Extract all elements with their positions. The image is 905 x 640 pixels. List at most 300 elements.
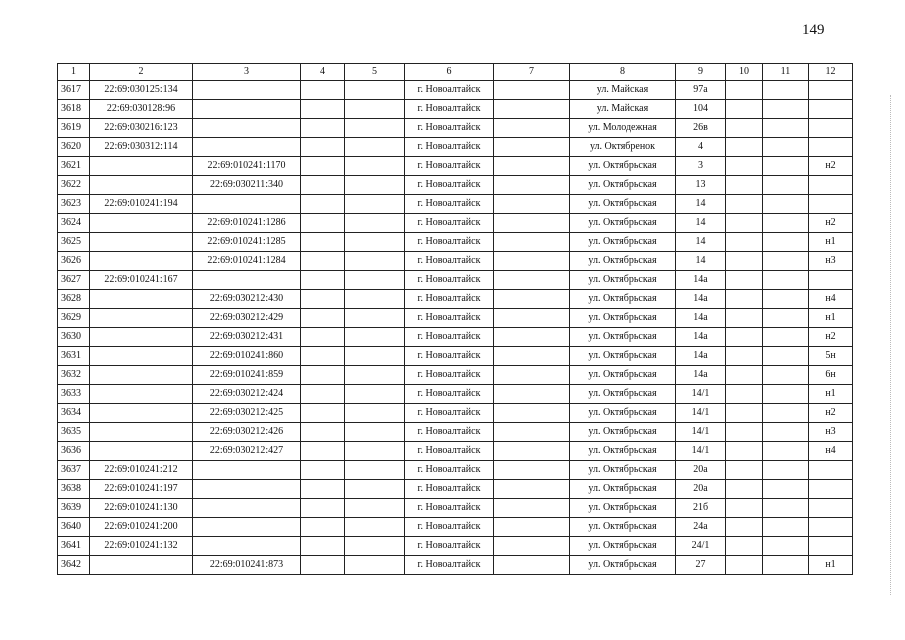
table-cell-col-2 (90, 556, 193, 575)
table-cell-col-6: г. Новоалтайск (405, 252, 494, 271)
table-cell-col-2 (90, 309, 193, 328)
table-cell-col-7 (494, 499, 570, 518)
table-cell-col-1: 3642 (58, 556, 90, 575)
table-cell-col-6: г. Новоалтайск (405, 537, 494, 556)
table-cell-col-12 (809, 176, 853, 195)
table-cell-col-5 (345, 100, 405, 119)
column-header-7: 7 (494, 64, 570, 81)
table-cell-col-2 (90, 347, 193, 366)
table-cell-col-2 (90, 328, 193, 347)
table-cell-col-1: 3628 (58, 290, 90, 309)
table-cell-col-11 (763, 461, 809, 480)
table-cell-col-10 (726, 81, 763, 100)
table-cell-col-7 (494, 385, 570, 404)
table-cell-col-6: г. Новоалтайск (405, 271, 494, 290)
table-cell-col-8: ул. Октябрьская (570, 404, 676, 423)
table-cell-col-6: г. Новоалтайск (405, 157, 494, 176)
table-cell-col-8: ул. Октябрьская (570, 366, 676, 385)
table-cell-col-11 (763, 119, 809, 138)
table-cell-col-11 (763, 518, 809, 537)
table-cell-col-4 (301, 233, 345, 252)
table-cell-col-8: ул. Октябрьская (570, 423, 676, 442)
table-cell-col-10 (726, 385, 763, 404)
table-cell-col-3 (193, 461, 301, 480)
table-cell-col-1: 3627 (58, 271, 90, 290)
column-header-11: 11 (763, 64, 809, 81)
table-cell-col-9: 21б (676, 499, 726, 518)
table-cell-col-5 (345, 81, 405, 100)
table-cell-col-1: 3624 (58, 214, 90, 233)
table-cell-col-1: 3622 (58, 176, 90, 195)
table-cell-col-7 (494, 423, 570, 442)
table-cell-col-7 (494, 233, 570, 252)
table-cell-col-10 (726, 138, 763, 157)
table-cell-col-10 (726, 290, 763, 309)
table-row (58, 309, 853, 328)
table-cell-col-11 (763, 480, 809, 499)
table-cell-col-2 (90, 385, 193, 404)
table-cell-col-8: ул. Майская (570, 100, 676, 119)
table-cell-col-1: 3639 (58, 499, 90, 518)
table-cell-col-6: г. Новоалтайск (405, 119, 494, 138)
table-cell-col-8: ул. Октябрьская (570, 214, 676, 233)
table-cell-col-11 (763, 81, 809, 100)
table-row (58, 157, 853, 176)
column-header-10: 10 (726, 64, 763, 81)
column-header-6: 6 (405, 64, 494, 81)
table-cell-col-2: 22:69:030125:134 (90, 81, 193, 100)
table-cell-col-5 (345, 385, 405, 404)
table-cell-col-7 (494, 100, 570, 119)
table-cell-col-4 (301, 442, 345, 461)
table-cell-col-2: 22:69:010241:197 (90, 480, 193, 499)
table-cell-col-12 (809, 518, 853, 537)
table-cell-col-9: 14 (676, 195, 726, 214)
table-cell-col-4 (301, 138, 345, 157)
table-cell-col-8: ул. Октябрьская (570, 176, 676, 195)
table-cell-col-6: г. Новоалтайск (405, 233, 494, 252)
table-row (58, 556, 853, 575)
table-cell-col-10 (726, 309, 763, 328)
table-cell-col-8: ул. Октябрьская (570, 328, 676, 347)
table-cell-col-1: 3636 (58, 442, 90, 461)
table-cell-col-8: ул. Октябрьская (570, 233, 676, 252)
table-cell-col-11 (763, 537, 809, 556)
table-cell-col-11 (763, 309, 809, 328)
table-cell-col-1: 3632 (58, 366, 90, 385)
table-cell-col-3 (193, 271, 301, 290)
table-cell-col-4 (301, 347, 345, 366)
table-cell-col-7 (494, 271, 570, 290)
table-cell-col-4 (301, 537, 345, 556)
table-cell-col-6: г. Новоалтайск (405, 423, 494, 442)
table-cell-col-5 (345, 271, 405, 290)
table-cell-col-6: г. Новоалтайск (405, 309, 494, 328)
table-cell-col-8: ул. Октябрьская (570, 347, 676, 366)
table-cell-col-7 (494, 138, 570, 157)
table-cell-col-3: 22:69:030212:427 (193, 442, 301, 461)
table-cell-col-9: 14 (676, 233, 726, 252)
table-cell-col-5 (345, 290, 405, 309)
table-cell-col-4 (301, 518, 345, 537)
table-cell-col-12: н3 (809, 423, 853, 442)
table-cell-col-4 (301, 195, 345, 214)
table-row (58, 404, 853, 423)
table-cell-col-4 (301, 81, 345, 100)
table-cell-col-3 (193, 195, 301, 214)
column-header-12: 12 (809, 64, 853, 81)
table-cell-col-12 (809, 499, 853, 518)
table-cell-col-2 (90, 252, 193, 271)
table-cell-col-10 (726, 404, 763, 423)
table-cell-col-5 (345, 518, 405, 537)
table-cell-col-9: 3 (676, 157, 726, 176)
table-cell-col-7 (494, 309, 570, 328)
table-cell-col-6: г. Новоалтайск (405, 366, 494, 385)
table-cell-col-3 (193, 537, 301, 556)
table-cell-col-7 (494, 556, 570, 575)
table-cell-col-6: г. Новоалтайск (405, 328, 494, 347)
table-cell-col-11 (763, 271, 809, 290)
table-cell-col-9: 26в (676, 119, 726, 138)
table-cell-col-12: н1 (809, 556, 853, 575)
table-row (58, 328, 853, 347)
table-cell-col-2 (90, 423, 193, 442)
table-cell-col-5 (345, 537, 405, 556)
table-cell-col-3: 22:69:010241:1286 (193, 214, 301, 233)
table-cell-col-9: 4 (676, 138, 726, 157)
table-cell-col-12 (809, 271, 853, 290)
table-cell-col-3: 22:69:010241:859 (193, 366, 301, 385)
table-cell-col-12: н2 (809, 404, 853, 423)
table-cell-col-10 (726, 100, 763, 119)
table-cell-col-11 (763, 366, 809, 385)
table-cell-col-7 (494, 214, 570, 233)
table-cell-col-5 (345, 309, 405, 328)
column-header-2: 2 (90, 64, 193, 81)
table-cell-col-7 (494, 518, 570, 537)
table-cell-col-11 (763, 233, 809, 252)
table-row (58, 100, 853, 119)
table-cell-col-6: г. Новоалтайск (405, 518, 494, 537)
table-cell-col-3: 22:69:010241:873 (193, 556, 301, 575)
table-cell-col-2: 22:69:030216:123 (90, 119, 193, 138)
page-number: 149 (802, 22, 825, 38)
table-cell-col-8: ул. Октябрьская (570, 309, 676, 328)
table-cell-col-3 (193, 499, 301, 518)
table-cell-col-5 (345, 423, 405, 442)
table-cell-col-12: н2 (809, 157, 853, 176)
table-cell-col-12: 5н (809, 347, 853, 366)
table-cell-col-4 (301, 328, 345, 347)
table-cell-col-8: ул. Майская (570, 81, 676, 100)
table-cell-col-2: 22:69:030128:96 (90, 100, 193, 119)
table-cell-col-1: 3629 (58, 309, 90, 328)
table-cell-col-11 (763, 347, 809, 366)
table-cell-col-8: ул. Октябрьская (570, 195, 676, 214)
table-cell-col-3: 22:69:030212:430 (193, 290, 301, 309)
table-cell-col-5 (345, 366, 405, 385)
table-cell-col-2: 22:69:010241:194 (90, 195, 193, 214)
table-cell-col-3: 22:69:010241:860 (193, 347, 301, 366)
table-cell-col-5 (345, 499, 405, 518)
column-header-5: 5 (345, 64, 405, 81)
table-cell-col-9: 14/1 (676, 404, 726, 423)
table-cell-col-11 (763, 404, 809, 423)
table-cell-col-7 (494, 119, 570, 138)
table-cell-col-7 (494, 176, 570, 195)
table-cell-col-7 (494, 252, 570, 271)
table-cell-col-3 (193, 81, 301, 100)
table-row (58, 214, 853, 233)
table-cell-col-9: 20а (676, 461, 726, 480)
table-cell-col-2: 22:69:010241:132 (90, 537, 193, 556)
table-cell-col-2 (90, 214, 193, 233)
table-row (58, 480, 853, 499)
table-cell-col-6: г. Новоалтайск (405, 214, 494, 233)
table-cell-col-10 (726, 119, 763, 138)
table-cell-col-9: 13 (676, 176, 726, 195)
table-cell-col-8: ул. Октябрьская (570, 385, 676, 404)
table-row (58, 252, 853, 271)
table-cell-col-4 (301, 404, 345, 423)
table-cell-col-11 (763, 214, 809, 233)
table-cell-col-9: 104 (676, 100, 726, 119)
table-cell-col-2: 22:69:010241:200 (90, 518, 193, 537)
table-cell-col-8: ул. Октябрьская (570, 518, 676, 537)
table-cell-col-5 (345, 252, 405, 271)
table-cell-col-1: 3620 (58, 138, 90, 157)
table-cell-col-12 (809, 480, 853, 499)
table-cell-col-10 (726, 214, 763, 233)
table-row (58, 176, 853, 195)
table-cell-col-12: н1 (809, 233, 853, 252)
table-row (58, 290, 853, 309)
table-cell-col-9: 14/1 (676, 423, 726, 442)
table-cell-col-12: н1 (809, 309, 853, 328)
table-cell-col-12 (809, 119, 853, 138)
table-cell-col-1: 3640 (58, 518, 90, 537)
table-cell-col-11 (763, 195, 809, 214)
table-cell-col-3 (193, 119, 301, 138)
table-cell-col-4 (301, 100, 345, 119)
table-cell-col-3: 22:69:010241:1170 (193, 157, 301, 176)
table-cell-col-10 (726, 499, 763, 518)
table-cell-col-6: г. Новоалтайск (405, 480, 494, 499)
table-row (58, 499, 853, 518)
table-cell-col-8: ул. Октябренок (570, 138, 676, 157)
table-cell-col-2 (90, 233, 193, 252)
table-row (58, 195, 853, 214)
table-cell-col-3 (193, 518, 301, 537)
column-header-1: 1 (58, 64, 90, 81)
table-cell-col-5 (345, 328, 405, 347)
table-cell-col-7 (494, 157, 570, 176)
table-cell-col-11 (763, 290, 809, 309)
table-cell-col-9: 14а (676, 347, 726, 366)
table-cell-col-6: г. Новоалтайск (405, 176, 494, 195)
table-cell-col-9: 20а (676, 480, 726, 499)
table-body (58, 81, 853, 575)
table-cell-col-12 (809, 100, 853, 119)
table-cell-col-4 (301, 385, 345, 404)
table-cell-col-8: ул. Октябрьская (570, 499, 676, 518)
table-header-row (58, 64, 853, 81)
table-cell-col-10 (726, 233, 763, 252)
table-cell-col-7 (494, 328, 570, 347)
table-cell-col-2: 22:69:010241:212 (90, 461, 193, 480)
table-cell-col-11 (763, 499, 809, 518)
table-cell-col-4 (301, 252, 345, 271)
table-cell-col-5 (345, 347, 405, 366)
table-cell-col-12 (809, 195, 853, 214)
table-cell-col-10 (726, 442, 763, 461)
table-cell-col-10 (726, 461, 763, 480)
table-cell-col-9: 14/1 (676, 385, 726, 404)
table-cell-col-12 (809, 461, 853, 480)
table-cell-col-10 (726, 518, 763, 537)
table-cell-col-11 (763, 442, 809, 461)
table-cell-col-4 (301, 461, 345, 480)
table-cell-col-12: н2 (809, 328, 853, 347)
table-cell-col-8: ул. Октябрьская (570, 252, 676, 271)
table-cell-col-7 (494, 290, 570, 309)
table-cell-col-5 (345, 195, 405, 214)
table-cell-col-6: г. Новоалтайск (405, 138, 494, 157)
table-cell-col-8: ул. Октябрьская (570, 556, 676, 575)
table-cell-col-11 (763, 138, 809, 157)
table-cell-col-8: ул. Октябрьская (570, 461, 676, 480)
table-cell-col-1: 3626 (58, 252, 90, 271)
table-cell-col-5 (345, 556, 405, 575)
table-cell-col-1: 3625 (58, 233, 90, 252)
table-cell-col-6: г. Новоалтайск (405, 442, 494, 461)
registry-table (57, 63, 853, 575)
table-cell-col-11 (763, 423, 809, 442)
table-cell-col-1: 3638 (58, 480, 90, 499)
table-cell-col-4 (301, 157, 345, 176)
table-cell-col-11 (763, 328, 809, 347)
table-cell-col-3 (193, 138, 301, 157)
table-cell-col-12: н1 (809, 385, 853, 404)
table-cell-col-1: 3633 (58, 385, 90, 404)
table-cell-col-6: г. Новоалтайск (405, 81, 494, 100)
table-cell-col-3 (193, 480, 301, 499)
table-row (58, 461, 853, 480)
table-cell-col-9: 14а (676, 271, 726, 290)
table-cell-col-7 (494, 195, 570, 214)
table-cell-col-10 (726, 537, 763, 556)
table-row (58, 423, 853, 442)
table-cell-col-2: 22:69:010241:130 (90, 499, 193, 518)
column-header-9: 9 (676, 64, 726, 81)
table-cell-col-12: н3 (809, 252, 853, 271)
table-cell-col-8: ул. Октябрьская (570, 537, 676, 556)
table-cell-col-10 (726, 347, 763, 366)
table-cell-col-5 (345, 176, 405, 195)
table-cell-col-6: г. Новоалтайск (405, 499, 494, 518)
table-cell-col-3: 22:69:010241:1284 (193, 252, 301, 271)
table-cell-col-6: г. Новоалтайск (405, 100, 494, 119)
table-cell-col-10 (726, 328, 763, 347)
table-cell-col-11 (763, 252, 809, 271)
table-cell-col-6: г. Новоалтайск (405, 385, 494, 404)
table-cell-col-2: 22:69:010241:167 (90, 271, 193, 290)
table-cell-col-4 (301, 423, 345, 442)
table-cell-col-12 (809, 537, 853, 556)
table-cell-col-2 (90, 366, 193, 385)
table-cell-col-4 (301, 480, 345, 499)
column-header-8: 8 (570, 64, 676, 81)
table-cell-col-9: 24а (676, 518, 726, 537)
table-cell-col-11 (763, 385, 809, 404)
table-cell-col-4 (301, 499, 345, 518)
table-cell-col-2 (90, 157, 193, 176)
table-cell-col-6: г. Новоалтайск (405, 556, 494, 575)
table-row (58, 271, 853, 290)
table-cell-col-10 (726, 271, 763, 290)
table-cell-col-6: г. Новоалтайск (405, 290, 494, 309)
table-cell-col-9: 14 (676, 214, 726, 233)
table-cell-col-5 (345, 138, 405, 157)
table-cell-col-3: 22:69:030212:429 (193, 309, 301, 328)
table-cell-col-5 (345, 461, 405, 480)
table-cell-col-1: 3618 (58, 100, 90, 119)
table-cell-col-7 (494, 404, 570, 423)
table-cell-col-8: ул. Октябрьская (570, 157, 676, 176)
table-cell-col-4 (301, 556, 345, 575)
table-cell-col-9: 14/1 (676, 442, 726, 461)
table-cell-col-7 (494, 442, 570, 461)
table-cell-col-10 (726, 252, 763, 271)
table-cell-col-3: 22:69:030212:431 (193, 328, 301, 347)
table-cell-col-8: ул. Октябрьская (570, 271, 676, 290)
table-cell-col-3: 22:69:010241:1285 (193, 233, 301, 252)
table-row (58, 442, 853, 461)
table-row (58, 537, 853, 556)
table-cell-col-12: н4 (809, 290, 853, 309)
table-cell-col-9: 14 (676, 252, 726, 271)
table-cell-col-12: 6н (809, 366, 853, 385)
table-cell-col-2 (90, 442, 193, 461)
table-row (58, 347, 853, 366)
table-cell-col-9: 27 (676, 556, 726, 575)
table-cell-col-1: 3637 (58, 461, 90, 480)
scan-edge-marks (890, 95, 895, 595)
table-cell-col-9: 14а (676, 366, 726, 385)
table-cell-col-10 (726, 157, 763, 176)
table-cell-col-8: ул. Октябрьская (570, 290, 676, 309)
table-cell-col-7 (494, 480, 570, 499)
table-cell-col-2 (90, 290, 193, 309)
table-cell-col-1: 3623 (58, 195, 90, 214)
table-cell-col-1: 3630 (58, 328, 90, 347)
table-cell-col-2 (90, 404, 193, 423)
table-cell-col-1: 3621 (58, 157, 90, 176)
table-cell-col-1: 3635 (58, 423, 90, 442)
table-cell-col-12: н4 (809, 442, 853, 461)
table-cell-col-9: 24/1 (676, 537, 726, 556)
table-cell-col-2 (90, 176, 193, 195)
table-cell-col-3: 22:69:030212:425 (193, 404, 301, 423)
table-cell-col-8: ул. Молодежная (570, 119, 676, 138)
table-cell-col-10 (726, 480, 763, 499)
table-cell-col-8: ул. Октябрьская (570, 442, 676, 461)
table-cell-col-10 (726, 423, 763, 442)
table-cell-col-11 (763, 176, 809, 195)
table-row (58, 119, 853, 138)
table-cell-col-12: н2 (809, 214, 853, 233)
